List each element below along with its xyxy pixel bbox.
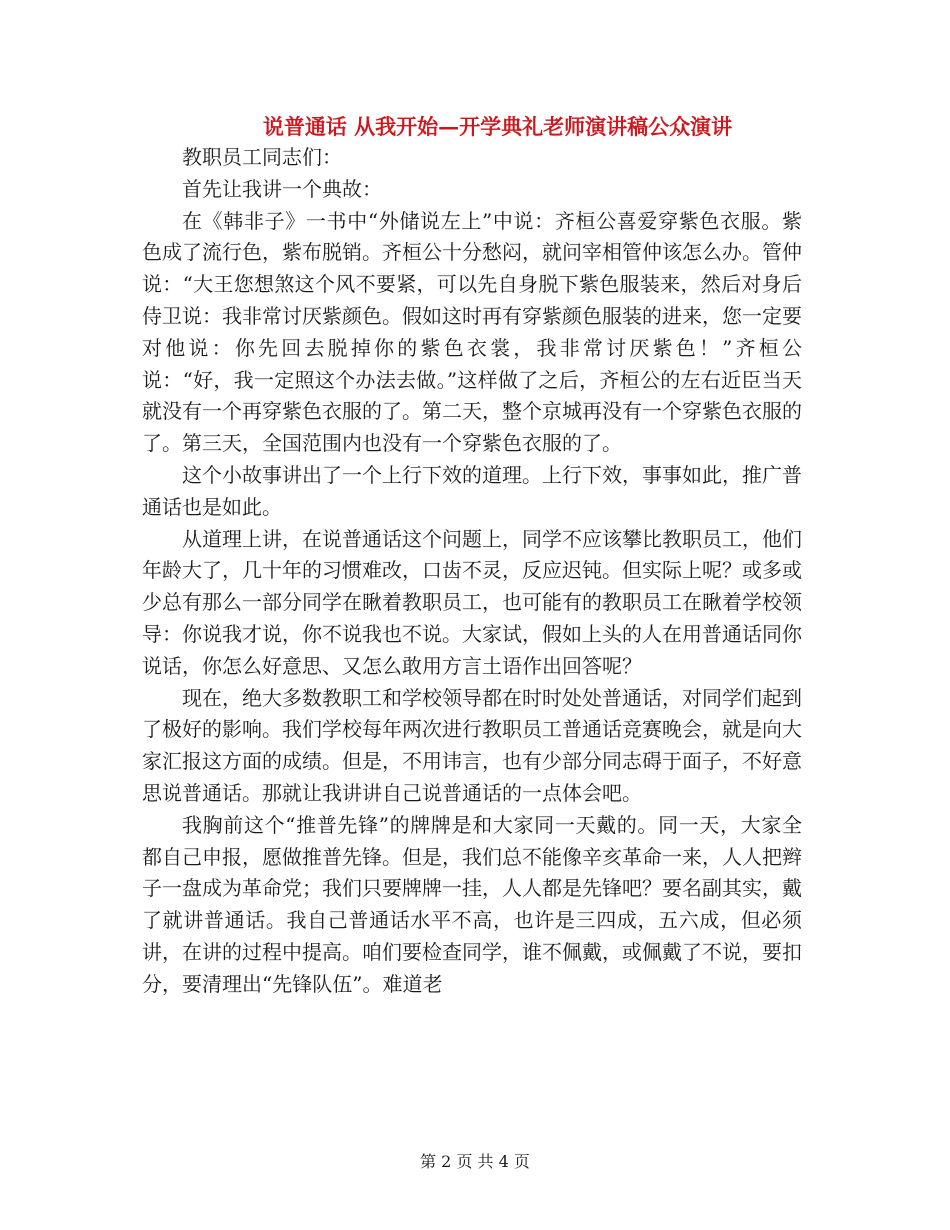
- page-number-footer: 第 2 页 共 4 页: [420, 1152, 530, 1171]
- document-title: 说普通话 从我开始—开学典礼老师演讲稿公众演讲: [262, 114, 733, 139]
- paragraph-reasoning: 从道理上讲，在说普通话这个问题上，同学不应该攀比教职员工，他们年龄大了，几十年的习惯难改，口齿不灵，反应迟钝。但实际上呢？或多或少总有那么一部分同学在瞅着教职员工，也可能有的教职员工在瞅着学校领导：你说我才说，你不说我也不说。大家试，假如上头的人在用普通话同你说话，你怎么好意思、又怎么敢用方言土语作出回答呢？: [142, 526, 802, 678]
- paragraph-current-state: 现在，绝大多数教职工和学校领导都在时时处处普通话，对同学们起到了极好的影响。我们学校每年两次进行教职员工普通话竞赛晚会，就是向大家汇报这方面的成绩。但是，不用讳言，也有少部分同志碍于面子，不好意思说普通话。那就让我讲讲自己说普通话的一点体会吧。: [142, 685, 802, 805]
- paragraph-greeting: 教职员工同志们：: [182, 145, 342, 169]
- paragraph-moral: 这个小故事讲出了一个上行下效的道理。上行下效，事事如此，推广普通话也是如此。: [142, 462, 802, 519]
- paragraph-story: 在《韩非子》一书中“外储说左上”中说：齐桓公喜爱穿紫色衣服。紫色成了流行色，紫布脱销。齐桓公十分愁闷，就问宰相管仲该怎么办。管仲说：“大王您想煞这个风不要紧，可以先自身脱下紫色服装来，然后对身后侍卫说：我非常讨厌紫颜色。假如这时再有穿紫颜色服装的进来，您一定要对他说：你先回去脱掉你的紫色衣裳，我非常讨厌紫色！”齐桓公说：“好，我一定照这个办法去做。”这样做了之后，齐桓公的左右近臣当天就没有一个再穿紫色衣服的了。第二天，整个京城再没有一个穿紫色衣服的了。第三天，全国范围内也没有一个穿紫色衣服的了。: [142, 208, 802, 456]
- document-body: [142, 142, 802, 1001]
- paragraph-experience: 我胸前这个“推普先锋”的牌牌是和大家同一天戴的。同一天，大家全都自己申报，愿做推普先锋。但是，我们总不能像辛亥革命一来，人人把辫子一盘成为革命党；我们只要牌牌一挂，人人都是先锋吧？要名副其实，戴了就讲普通话。我自己普通话水平不高，也许是三四成，五六成，但必须讲，在讲的过程中提高。咱们要检查同学，谁不佩戴，或佩戴了不说，要扣分，要清理出“先锋队伍”。难道老: [142, 812, 802, 996]
- paragraph-intro: 首先让我讲一个典故：: [182, 176, 382, 201]
